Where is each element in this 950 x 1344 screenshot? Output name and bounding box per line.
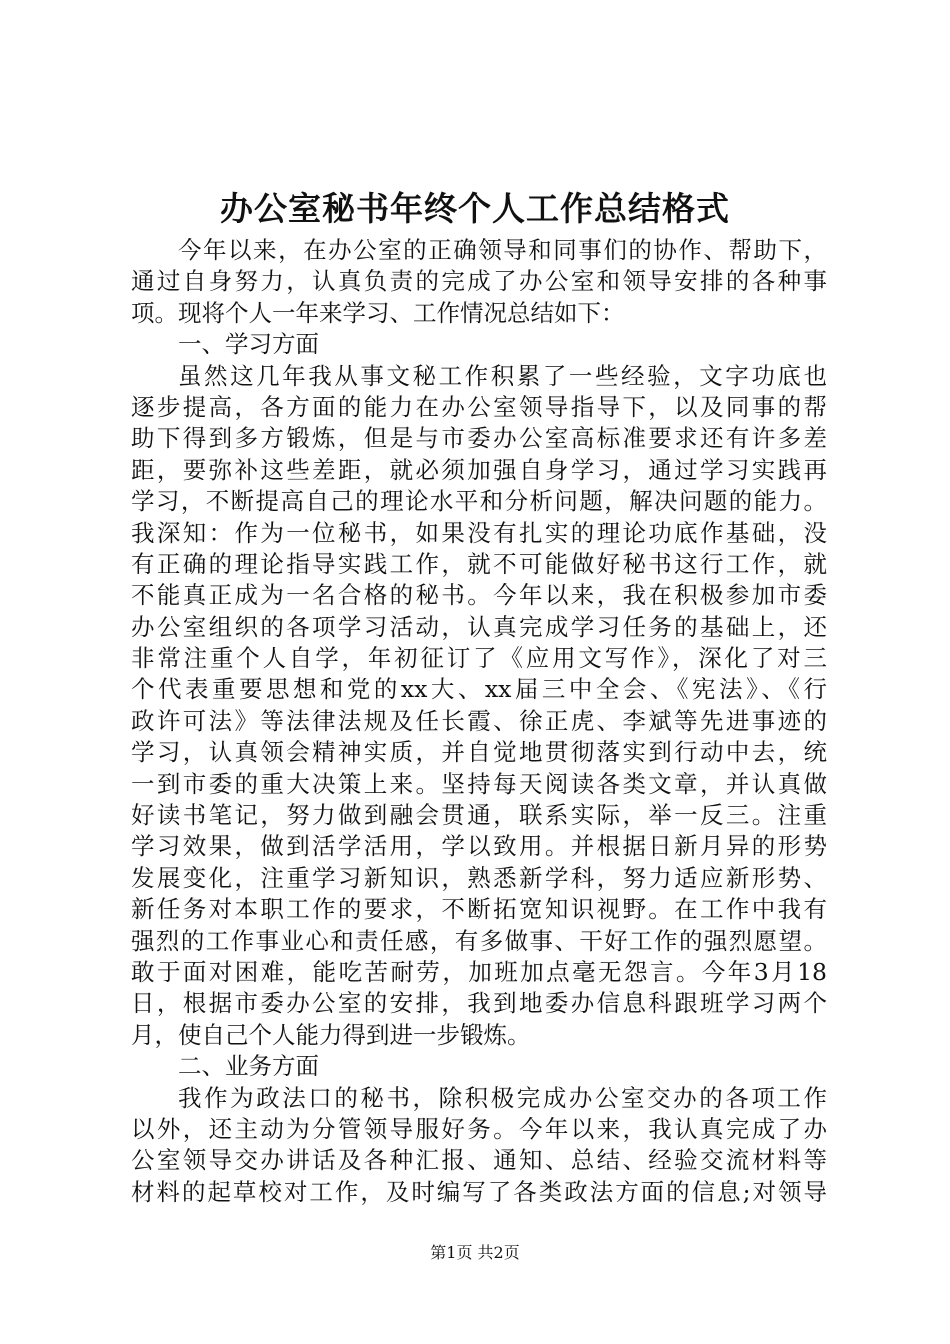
text-line: 虽然这几年我从事文秘工作积累了一些经验，文字功底也 xyxy=(178,361,827,390)
text-line: 项。现将个人一年来学习、工作情况总结如下： xyxy=(131,298,625,327)
text-line: 一到市委的重大决策上来。坚持每天阅读各类文章，并认真做 xyxy=(131,769,827,798)
text-line: 月，使自己个人能力得到进一步锻炼。 xyxy=(131,1020,531,1049)
text-line: 办公室组织的各项学习活动，认真完成学习任务的基础上，还 xyxy=(131,612,827,641)
text-line: 个代表重要思想和党的xx大、xx届三中全会、《宪法》、《行 xyxy=(131,675,827,704)
text-line: 我作为政法口的秘书，除积极完成办公室交办的各项工作 xyxy=(178,1083,827,1112)
text-line: 发展变化，注重学习新知识，熟悉新学科，努力适应新形势、 xyxy=(131,863,827,892)
text-line: 以外，还主动为分管领导服好务。今年以来，我认真完成了办 xyxy=(131,1114,827,1143)
text-line: 日，根据市委办公室的安排，我到地委办信息科跟班学习两个 xyxy=(131,989,827,1018)
text-line: 政许可法》等法律法规及任长霞、徐正虎、李斌等先进事迹的 xyxy=(131,706,827,735)
text-line: 逐步提高，各方面的能力在办公室领导指导下，以及同事的帮 xyxy=(131,392,827,421)
text-line: 今年以来，在办公室的正确领导和同事们的协作、帮助下， xyxy=(178,236,827,264)
text-line: 我深知：作为一位秘书，如果没有扎实的理论功底作基础，没 xyxy=(131,518,827,547)
text-line: 材料的起草校对工作，及时编写了各类政法方面的信息;对领导 xyxy=(131,1177,827,1206)
text-line: 学习效果，做到活学活用，学以致用。并根据日新月异的形势 xyxy=(131,832,827,861)
text-line: 强烈的工作事业心和责任感，有多做事、干好工作的强烈愿望。 xyxy=(131,926,827,955)
text-line: 学习，认真领会精神实质，并自觉地贯彻落实到行动中去，统 xyxy=(131,738,827,767)
document-title: 办公室秘书年终个人工作总结格式 xyxy=(220,189,730,228)
section-heading: 二、业务方面 xyxy=(178,1052,319,1081)
page-number-footer: 第1页 共2页 xyxy=(430,1243,520,1262)
text-line: 距，要弥补这些差距，就必须加强自身学习，通过学习实践再 xyxy=(131,455,827,484)
text-line: 非常注重个人自学，年初征订了《应用文写作》，深化了对三 xyxy=(131,644,827,673)
text-line: 通过自身努力，认真负责的完成了办公室和领导安排的各种事 xyxy=(131,267,827,296)
text-line: 公室领导交办讲话及各种汇报、通知、总结、经验交流材料等 xyxy=(131,1146,827,1175)
text-line: 好读书笔记，努力做到融会贯通，联系实际，举一反三。注重 xyxy=(131,801,827,830)
section-heading: 一、学习方面 xyxy=(178,330,319,359)
document-body xyxy=(131,235,827,1208)
text-line: 不能真正成为一名合格的秘书。今年以来，我在积极参加市委 xyxy=(131,581,827,610)
text-line: 学习，不断提高自己的理论水平和分析问题，解决问题的能力。 xyxy=(131,487,827,516)
text-line: 有正确的理论指导实践工作，就不可能做好秘书这行工作，就 xyxy=(131,549,827,578)
text-line: 敢于面对困难，能吃苦耐劳，加班加点毫无怨言。今年3月18 xyxy=(131,957,827,986)
text-line: 助下得到多方锻炼，但是与市委办公室高标准要求还有许多差 xyxy=(131,424,827,453)
text-line: 新任务对本职工作的要求，不断拓宽知识视野。在工作中我有 xyxy=(131,895,827,924)
